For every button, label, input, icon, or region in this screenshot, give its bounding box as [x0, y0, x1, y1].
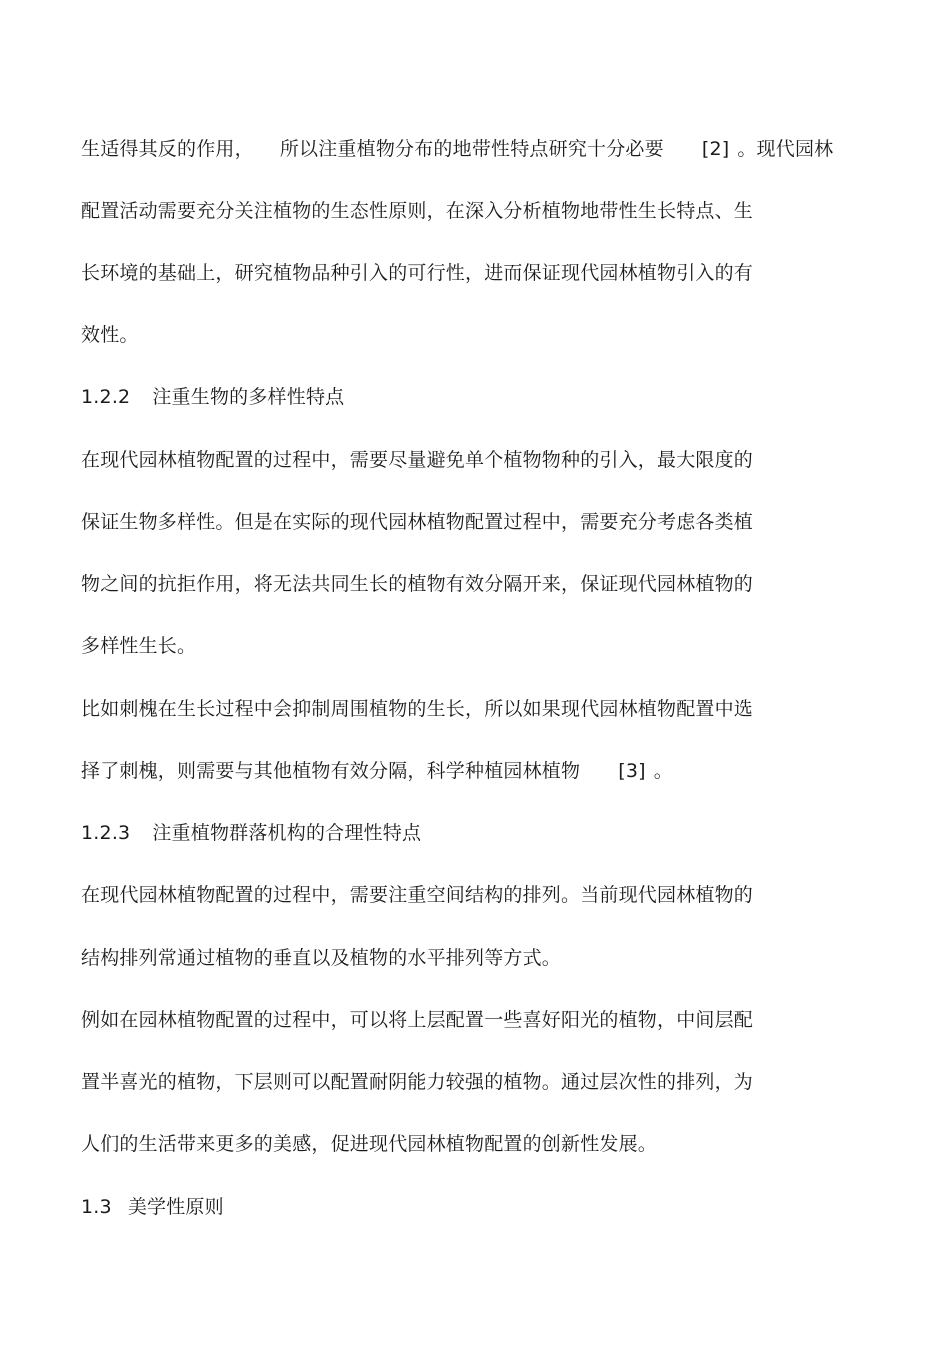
paragraph-line-5: 在现代园林植物配置的过程中，需要尽量避免单个植物物种的引入，最大限度的: [81, 449, 754, 471]
text-segment: 生适得其反的作用，: [81, 138, 254, 160]
section-heading-1-2-3: [81, 821, 421, 845]
section-title: 美学性原则: [127, 1196, 224, 1218]
paragraph-line-4: 效性。: [81, 324, 139, 346]
paragraph-line-2: 配置活动需要充分关注植物的生态性原则，在深入分析植物地带性生长特点、生: [81, 200, 754, 222]
section-title: 注重生物的多样性特点: [152, 386, 345, 408]
section-heading-1-2-2: [81, 385, 344, 409]
paragraph-line-11: 在现代园林植物配置的过程中，需要注重空间结构的排列。当前现代园林植物的: [81, 884, 754, 906]
text-segment: 。: [653, 760, 673, 782]
paragraph-line-15: 人们的生活带来更多的美感，促进现代园林植物配置的创新性发展。: [81, 1133, 658, 1155]
section-number: 1.3: [81, 1196, 112, 1218]
paragraph-line-13: 例如在园林植物配置的过程中，可以将上层配置一些喜好阳光的植物，中间层配: [81, 1009, 754, 1031]
paragraph-line-12: 结构排列常通过植物的垂直以及植物的水平排列等方式。: [81, 947, 562, 969]
paragraph-line-7: 物之间的抗拒作用，将无法共同生长的植物有效分隔开来，保证现代园林植物的: [81, 573, 754, 595]
paragraph-line-14: 置半喜光的植物，下层则可以配置耐阴能力较强的植物。通过层次性的排列，为: [81, 1071, 754, 1093]
paragraph-line-9: 比如刺槐在生长过程中会抑制周围植物的生长，所以如果现代园林植物配置中选: [81, 698, 754, 720]
text-segment: 。现代园林: [737, 138, 834, 160]
paragraph-line-8: 多样性生长。: [81, 635, 197, 657]
paragraph-line-1: [81, 137, 833, 161]
paragraph-line-3: 长环境的基础上，研究植物品种引入的可行性，进而保证现代园林植物引入的有: [81, 262, 754, 284]
section-number: 1.2.3: [81, 822, 131, 844]
section-number: 1.2.2: [81, 386, 131, 408]
text-segment: 所以注重植物分布的地带性特点研究十分必要: [279, 138, 664, 160]
citation-ref-3: [3]: [618, 760, 646, 782]
section-title: 注重植物群落机构的合理性特点: [152, 822, 422, 844]
citation-ref-2: [2]: [701, 138, 730, 160]
paragraph-line-10: [81, 759, 673, 783]
text-segment: 择了刺槐，则需要与其他植物有效分隔，科学种植园林植物: [81, 760, 581, 782]
paragraph-line-6: 保证生物多样性。但是在实际的现代园林植物配置过程中，需要充分考虑各类植: [81, 511, 754, 533]
section-heading-1-3: [81, 1195, 224, 1219]
